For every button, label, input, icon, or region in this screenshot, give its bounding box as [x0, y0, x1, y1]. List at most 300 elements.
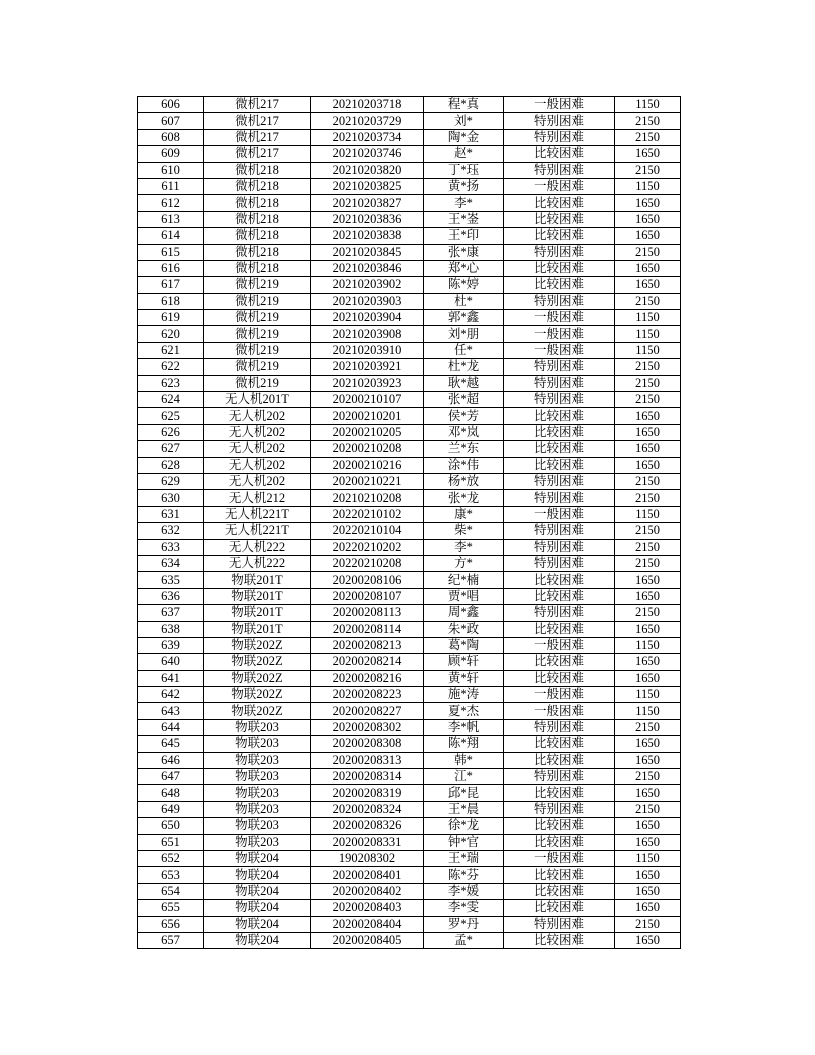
class-cell: 无人机221T: [204, 506, 311, 522]
table-row: [138, 506, 681, 522]
table-row: [138, 211, 681, 227]
difficulty-level-cell: 一般困难: [504, 850, 615, 866]
table-row: [138, 769, 681, 785]
row-number-cell: 614: [138, 228, 204, 244]
table-row: [138, 424, 681, 440]
data-table-container: [137, 96, 680, 949]
table-row: [138, 195, 681, 211]
row-number-cell: 653: [138, 867, 204, 883]
name-cell: 朱*政: [424, 621, 504, 637]
row-number-cell: 647: [138, 769, 204, 785]
difficulty-level-cell: 特别困难: [504, 719, 615, 735]
row-number-cell: 640: [138, 654, 204, 670]
student-id-cell: 20200208302: [311, 719, 424, 735]
name-cell: 丁*珏: [424, 162, 504, 178]
name-cell: 陈*婷: [424, 277, 504, 293]
name-cell: 顾*轩: [424, 654, 504, 670]
student-id-cell: 20200208319: [311, 785, 424, 801]
name-cell: 杨*放: [424, 473, 504, 489]
class-cell: 微机217: [204, 146, 311, 162]
table-row: [138, 293, 681, 309]
name-cell: 郭*鑫: [424, 310, 504, 326]
name-cell: 陶*金: [424, 129, 504, 145]
amount-cell: 1150: [615, 97, 681, 113]
class-cell: 物联203: [204, 719, 311, 735]
name-cell: 纪*楠: [424, 572, 504, 588]
amount-cell: 1650: [615, 424, 681, 440]
class-cell: 物联201T: [204, 572, 311, 588]
difficulty-level-cell: 比较困难: [504, 621, 615, 637]
difficulty-level-cell: 一般困难: [504, 97, 615, 113]
amount-cell: 1150: [615, 703, 681, 719]
name-cell: 陈*翔: [424, 736, 504, 752]
table-row: [138, 178, 681, 194]
amount-cell: 1650: [615, 670, 681, 686]
table-row: [138, 113, 681, 129]
difficulty-level-cell: 一般困难: [504, 637, 615, 653]
row-number-cell: 648: [138, 785, 204, 801]
name-cell: 王*瑞: [424, 850, 504, 866]
class-cell: 物联201T: [204, 605, 311, 621]
class-cell: 物联202Z: [204, 670, 311, 686]
table-row: [138, 228, 681, 244]
table-row: [138, 555, 681, 571]
row-number-cell: 626: [138, 424, 204, 440]
amount-cell: 2150: [615, 801, 681, 817]
name-cell: 孟*: [424, 932, 504, 948]
row-number-cell: 642: [138, 687, 204, 703]
difficulty-level-cell: 比较困难: [504, 228, 615, 244]
row-number-cell: 644: [138, 719, 204, 735]
amount-cell: 1150: [615, 178, 681, 194]
student-id-cell: 20200210208: [311, 441, 424, 457]
difficulty-level-cell: 比较困难: [504, 408, 615, 424]
amount-cell: 1650: [615, 900, 681, 916]
row-number-cell: 652: [138, 850, 204, 866]
row-number-cell: 656: [138, 916, 204, 932]
difficulty-level-cell: 比较困难: [504, 211, 615, 227]
difficulty-level-cell: 特别困难: [504, 244, 615, 260]
difficulty-level-cell: 特别困难: [504, 392, 615, 408]
difficulty-level-cell: 特别困难: [504, 490, 615, 506]
student-id-cell: 20210203746: [311, 146, 424, 162]
amount-cell: 1650: [615, 867, 681, 883]
row-number-cell: 615: [138, 244, 204, 260]
amount-cell: 1150: [615, 687, 681, 703]
name-cell: 邓*岚: [424, 424, 504, 440]
class-cell: 物联204: [204, 900, 311, 916]
name-cell: 王*晨: [424, 801, 504, 817]
row-number-cell: 654: [138, 883, 204, 899]
row-number-cell: 643: [138, 703, 204, 719]
name-cell: 李*媛: [424, 883, 504, 899]
class-cell: 物联204: [204, 883, 311, 899]
amount-cell: 2150: [615, 162, 681, 178]
student-id-cell: 20200208214: [311, 654, 424, 670]
class-cell: 物联203: [204, 752, 311, 768]
class-cell: 微机218: [204, 162, 311, 178]
class-cell: 物联204: [204, 850, 311, 866]
difficulty-level-cell: 比较困难: [504, 260, 615, 276]
table-row: [138, 523, 681, 539]
name-cell: 侯*芳: [424, 408, 504, 424]
row-number-cell: 638: [138, 621, 204, 637]
table-row: [138, 900, 681, 916]
row-number-cell: 617: [138, 277, 204, 293]
student-id-cell: 20210203904: [311, 310, 424, 326]
row-number-cell: 629: [138, 473, 204, 489]
class-cell: 无人机202: [204, 441, 311, 457]
row-number-cell: 651: [138, 834, 204, 850]
class-cell: 微机219: [204, 375, 311, 391]
table-row: [138, 932, 681, 948]
name-cell: 陈*芬: [424, 867, 504, 883]
row-number-cell: 630: [138, 490, 204, 506]
student-id-cell: 20200208213: [311, 637, 424, 653]
student-id-cell: 20200208114: [311, 621, 424, 637]
student-id-cell: 20200210205: [311, 424, 424, 440]
table-row: [138, 539, 681, 555]
amount-cell: 2150: [615, 916, 681, 932]
difficulty-level-cell: 特别困难: [504, 473, 615, 489]
name-cell: 邱*昆: [424, 785, 504, 801]
difficulty-level-cell: 特别困难: [504, 916, 615, 932]
table-row: [138, 260, 681, 276]
name-cell: 李*帆: [424, 719, 504, 735]
table-row: [138, 572, 681, 588]
amount-cell: 1650: [615, 818, 681, 834]
name-cell: 韩*: [424, 752, 504, 768]
table-row: [138, 310, 681, 326]
amount-cell: 2150: [615, 769, 681, 785]
class-cell: 物联203: [204, 801, 311, 817]
table-row: [138, 818, 681, 834]
row-number-cell: 631: [138, 506, 204, 522]
class-cell: 无人机202: [204, 473, 311, 489]
difficulty-level-cell: 比较困难: [504, 441, 615, 457]
amount-cell: 1150: [615, 342, 681, 358]
name-cell: 康*: [424, 506, 504, 522]
difficulty-level-cell: 比较困难: [504, 900, 615, 916]
name-cell: 程*真: [424, 97, 504, 113]
name-cell: 贾*唱: [424, 588, 504, 604]
class-cell: 微机219: [204, 293, 311, 309]
row-number-cell: 609: [138, 146, 204, 162]
difficulty-level-cell: 比较困难: [504, 818, 615, 834]
class-cell: 物联202Z: [204, 654, 311, 670]
table-row: [138, 752, 681, 768]
student-id-cell: 20200208227: [311, 703, 424, 719]
amount-cell: 1650: [615, 588, 681, 604]
row-number-cell: 634: [138, 555, 204, 571]
table-row: [138, 637, 681, 653]
difficulty-level-cell: 特别困难: [504, 129, 615, 145]
difficulty-level-cell: 特别困难: [504, 605, 615, 621]
difficulty-level-cell: 一般困难: [504, 342, 615, 358]
row-number-cell: 623: [138, 375, 204, 391]
amount-cell: 1650: [615, 260, 681, 276]
student-id-cell: 20210203718: [311, 97, 424, 113]
difficulty-level-cell: 特别困难: [504, 769, 615, 785]
student-id-cell: 20200208106: [311, 572, 424, 588]
difficulty-level-cell: 比较困难: [504, 588, 615, 604]
amount-cell: 1650: [615, 228, 681, 244]
student-id-cell: 20210203820: [311, 162, 424, 178]
name-cell: 杜*: [424, 293, 504, 309]
difficulty-level-cell: 比较困难: [504, 867, 615, 883]
table-row: [138, 359, 681, 375]
class-cell: 微机218: [204, 211, 311, 227]
amount-cell: 1650: [615, 752, 681, 768]
class-cell: 微机219: [204, 359, 311, 375]
difficulty-level-cell: 一般困难: [504, 326, 615, 342]
row-number-cell: 637: [138, 605, 204, 621]
class-cell: 微机217: [204, 129, 311, 145]
table-row: [138, 621, 681, 637]
class-cell: 微机219: [204, 326, 311, 342]
amount-cell: 1650: [615, 883, 681, 899]
amount-cell: 1150: [615, 310, 681, 326]
amount-cell: 2150: [615, 113, 681, 129]
row-number-cell: 620: [138, 326, 204, 342]
class-cell: 无人机202: [204, 408, 311, 424]
row-number-cell: 619: [138, 310, 204, 326]
row-number-cell: 628: [138, 457, 204, 473]
table-row: [138, 457, 681, 473]
table-row: [138, 736, 681, 752]
student-id-cell: 20210203845: [311, 244, 424, 260]
row-number-cell: 645: [138, 736, 204, 752]
name-cell: 张*康: [424, 244, 504, 260]
row-number-cell: 635: [138, 572, 204, 588]
difficulty-level-cell: 比较困难: [504, 654, 615, 670]
amount-cell: 1650: [615, 932, 681, 948]
class-cell: 物联203: [204, 818, 311, 834]
row-number-cell: 613: [138, 211, 204, 227]
name-cell: 钟*官: [424, 834, 504, 850]
difficulty-level-cell: 特别困难: [504, 801, 615, 817]
table-row: [138, 129, 681, 145]
name-cell: 罗*丹: [424, 916, 504, 932]
difficulty-level-cell: 比较困难: [504, 670, 615, 686]
amount-cell: 1150: [615, 506, 681, 522]
student-id-cell: 20200208313: [311, 752, 424, 768]
row-number-cell: 633: [138, 539, 204, 555]
amount-cell: 2150: [615, 719, 681, 735]
difficulty-level-cell: 比较困难: [504, 424, 615, 440]
table-row: [138, 441, 681, 457]
amount-cell: 1650: [615, 211, 681, 227]
row-number-cell: 621: [138, 342, 204, 358]
student-id-cell: 20200210221: [311, 473, 424, 489]
amount-cell: 1650: [615, 834, 681, 850]
amount-cell: 2150: [615, 392, 681, 408]
class-cell: 无人机222: [204, 555, 311, 571]
student-id-cell: 20200208331: [311, 834, 424, 850]
student-id-cell: 20210203825: [311, 178, 424, 194]
amount-cell: 1650: [615, 654, 681, 670]
name-cell: 杜*龙: [424, 359, 504, 375]
difficulty-level-cell: 一般困难: [504, 310, 615, 326]
amount-cell: 2150: [615, 359, 681, 375]
table-row: [138, 687, 681, 703]
table-row: [138, 392, 681, 408]
table-row: [138, 244, 681, 260]
row-number-cell: 636: [138, 588, 204, 604]
class-cell: 无人机212: [204, 490, 311, 506]
student-id-cell: 20210203923: [311, 375, 424, 391]
student-id-cell: 20200208107: [311, 588, 424, 604]
name-cell: 王*崟: [424, 211, 504, 227]
student-id-cell: 20210203836: [311, 211, 424, 227]
table-row: [138, 277, 681, 293]
name-cell: 李*: [424, 195, 504, 211]
student-id-cell: 20220210102: [311, 506, 424, 522]
name-cell: 葛*陶: [424, 637, 504, 653]
student-id-cell: 20200208326: [311, 818, 424, 834]
class-cell: 无人机201T: [204, 392, 311, 408]
student-id-cell: 20220210202: [311, 539, 424, 555]
difficulty-level-cell: 比较困难: [504, 932, 615, 948]
class-cell: 微机218: [204, 195, 311, 211]
name-cell: 郑*心: [424, 260, 504, 276]
student-id-cell: 20200208401: [311, 867, 424, 883]
name-cell: 涂*伟: [424, 457, 504, 473]
table-row: [138, 146, 681, 162]
name-cell: 张*龙: [424, 490, 504, 506]
row-number-cell: 624: [138, 392, 204, 408]
table-row: [138, 654, 681, 670]
table-row: [138, 916, 681, 932]
difficulty-level-cell: 特别困难: [504, 555, 615, 571]
amount-cell: 2150: [615, 293, 681, 309]
class-cell: 物联204: [204, 932, 311, 948]
class-cell: 物联201T: [204, 588, 311, 604]
student-id-cell: 20200208308: [311, 736, 424, 752]
class-cell: 无人机222: [204, 539, 311, 555]
student-id-cell: 20200208216: [311, 670, 424, 686]
student-id-cell: 20200208405: [311, 932, 424, 948]
class-cell: 物联201T: [204, 621, 311, 637]
student-id-cell: 20200208324: [311, 801, 424, 817]
student-id-cell: 20210203921: [311, 359, 424, 375]
student-id-cell: 20210203908: [311, 326, 424, 342]
difficulty-level-cell: 特别困难: [504, 375, 615, 391]
name-cell: 徐*龙: [424, 818, 504, 834]
student-id-cell: 20200210107: [311, 392, 424, 408]
class-cell: 物联203: [204, 769, 311, 785]
difficulty-level-cell: 比较困难: [504, 457, 615, 473]
difficulty-level-cell: 一般困难: [504, 687, 615, 703]
row-number-cell: 610: [138, 162, 204, 178]
amount-cell: 1150: [615, 637, 681, 653]
name-cell: 耿*越: [424, 375, 504, 391]
amount-cell: 2150: [615, 244, 681, 260]
name-cell: 方*: [424, 555, 504, 571]
amount-cell: 1150: [615, 326, 681, 342]
student-id-cell: 20210203910: [311, 342, 424, 358]
name-cell: 柴*: [424, 523, 504, 539]
table-row: [138, 703, 681, 719]
table-row: [138, 670, 681, 686]
name-cell: 兰*东: [424, 441, 504, 457]
row-number-cell: 607: [138, 113, 204, 129]
name-cell: 夏*杰: [424, 703, 504, 719]
row-number-cell: 657: [138, 932, 204, 948]
row-number-cell: 606: [138, 97, 204, 113]
class-cell: 物联203: [204, 785, 311, 801]
class-cell: 无人机221T: [204, 523, 311, 539]
student-id-cell: 20200208402: [311, 883, 424, 899]
class-cell: 微机218: [204, 178, 311, 194]
difficulty-level-cell: 比较困难: [504, 785, 615, 801]
table-row: [138, 834, 681, 850]
amount-cell: 2150: [615, 473, 681, 489]
class-cell: 微机218: [204, 260, 311, 276]
table-row: [138, 408, 681, 424]
table-row: [138, 588, 681, 604]
amount-cell: 2150: [615, 129, 681, 145]
difficulty-level-cell: 特别困难: [504, 162, 615, 178]
table-row: [138, 785, 681, 801]
difficulty-level-cell: 特别困难: [504, 359, 615, 375]
student-id-cell: 20210203827: [311, 195, 424, 211]
amount-cell: 1650: [615, 195, 681, 211]
student-id-cell: 20210203729: [311, 113, 424, 129]
amount-cell: 2150: [615, 523, 681, 539]
table-row: [138, 605, 681, 621]
row-number-cell: 625: [138, 408, 204, 424]
name-cell: 张*超: [424, 392, 504, 408]
row-number-cell: 632: [138, 523, 204, 539]
amount-cell: 2150: [615, 490, 681, 506]
class-cell: 物联202Z: [204, 637, 311, 653]
class-cell: 无人机202: [204, 457, 311, 473]
difficulty-level-cell: 比较困难: [504, 572, 615, 588]
row-number-cell: 612: [138, 195, 204, 211]
table-row: [138, 719, 681, 735]
student-id-cell: 20220210208: [311, 555, 424, 571]
row-number-cell: 655: [138, 900, 204, 916]
table-row: [138, 97, 681, 113]
name-cell: 李*雯: [424, 900, 504, 916]
student-id-cell: 20220210104: [311, 523, 424, 539]
difficulty-level-cell: 特别困难: [504, 539, 615, 555]
student-id-cell: 190208302: [311, 850, 424, 866]
name-cell: 赵*: [424, 146, 504, 162]
class-cell: 物联203: [204, 834, 311, 850]
row-number-cell: 646: [138, 752, 204, 768]
difficulty-level-cell: 比较困难: [504, 834, 615, 850]
table-row: [138, 490, 681, 506]
class-cell: 微机219: [204, 277, 311, 293]
difficulty-level-cell: 比较困难: [504, 195, 615, 211]
table-row: [138, 162, 681, 178]
amount-cell: 1650: [615, 572, 681, 588]
table-row: [138, 375, 681, 391]
class-cell: 物联204: [204, 916, 311, 932]
table-row: [138, 850, 681, 866]
class-cell: 微机218: [204, 244, 311, 260]
class-cell: 微机218: [204, 228, 311, 244]
amount-cell: 1650: [615, 621, 681, 637]
class-cell: 无人机202: [204, 424, 311, 440]
name-cell: 刘*: [424, 113, 504, 129]
class-cell: 微机219: [204, 342, 311, 358]
amount-cell: 1650: [615, 277, 681, 293]
table-row: [138, 883, 681, 899]
class-cell: 微机219: [204, 310, 311, 326]
